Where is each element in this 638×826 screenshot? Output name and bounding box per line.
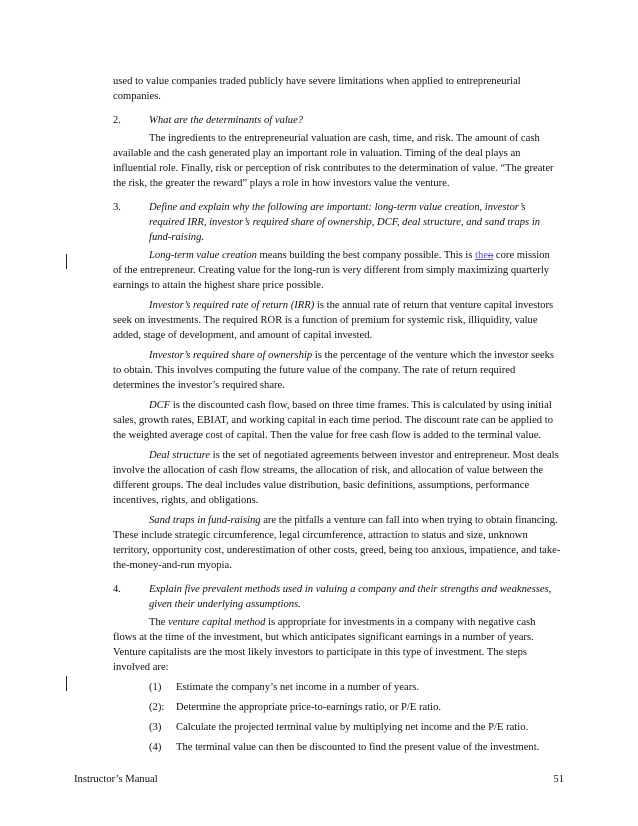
- step-text: Determine the appropriate price-to-earnings ratio, or P/E ratio.: [176, 702, 442, 713]
- change-bar: [66, 676, 67, 691]
- page-number: 51: [553, 774, 564, 785]
- term: venture capital method: [168, 617, 266, 628]
- term: DCF: [149, 400, 171, 411]
- question-text: Define and explain why the following are important: long-term value creation, investor’s required IRR, investor’s required share of ownership, DCF, deal structure, and sand traps in fund-raising.: [149, 202, 541, 243]
- step-text: Estimate the company’s net income in a number of years.: [176, 682, 419, 693]
- step-number: (4): [149, 742, 162, 753]
- paragraph-text: is appropriate for investments in a company with negative cash flows at the time of the investment, but which anticipates significant earnings in a number of years. Venture capitalists are the most likely investors to participate in this type of investment. The steps involved are:: [113, 617, 536, 673]
- tracked-change: [475, 250, 493, 261]
- answer-paragraph: The ingredients to the entrepreneurial valuation are cash, time, and risk. The amount of cash available and the cash generated play an important role in valuation. Timing of the deal plays an influential role. Finally, risk or perception of risk contributes to the determination of value. “The greater the risk, the greater the reward” plays a role in how investors value the venture.: [113, 133, 554, 189]
- step-text: The terminal value can then be discounted to find the present value of the investment.: [176, 742, 540, 753]
- question-3: [113, 200, 561, 245]
- answer-paragraph: [113, 398, 561, 443]
- paragraph-text: is the set of negotiated agreements between investor and entrepreneur. Most deals involve the allocation of cash flow streams, the allocation of risk, and allocation of value between the different groups. The deal includes value distribution, basic definitions, assumptions, performance incentives, rights, and obligations.: [113, 450, 559, 506]
- list-item: [149, 680, 561, 695]
- question-text: What are the determinants of value?: [149, 115, 304, 126]
- question-2: [113, 113, 561, 128]
- footer-title: Instructor’s Manual: [74, 774, 158, 785]
- paragraph-text: The: [149, 617, 169, 628]
- inserted-text: the: [475, 250, 488, 261]
- question-4: [113, 582, 561, 612]
- answer-paragraph: [113, 248, 561, 293]
- step-number: (2):: [149, 702, 165, 713]
- list-item: [149, 700, 561, 715]
- question-number: 4.: [113, 584, 121, 595]
- answer-paragraph: [113, 513, 561, 573]
- steps-list: [149, 680, 561, 755]
- question-number: 3.: [113, 202, 121, 213]
- term: Deal structure: [149, 450, 211, 461]
- term: Investor’s required share of ownership: [149, 350, 313, 361]
- answer-paragraph: [113, 298, 561, 343]
- list-item: [149, 720, 561, 735]
- list-item: [149, 740, 561, 755]
- change-bar: [66, 254, 67, 269]
- step-number: (3): [149, 722, 162, 733]
- answer-paragraph: [113, 348, 561, 393]
- deleted-text: o: [487, 250, 494, 261]
- paragraph-text: is the discounted cash flow, based on three time frames. This is calculated by using initial sales, growth rates, EBIAT, and working capital in each time period. The discount rate can be applied to the weighted average cost of capital. Then the value for free cash flow is added to the terminal value.: [113, 400, 553, 441]
- paragraph-text: core mission of the entrepreneur. Creating value for the long-run is very different from simply maximizing quarterly earnings to attain the highest share price possible.: [113, 250, 550, 291]
- page-footer: [74, 772, 564, 787]
- question-number: 2.: [113, 115, 121, 126]
- step-number: (1): [149, 682, 162, 693]
- paragraph-text: means building the best company possible. This is: [256, 250, 476, 261]
- question-text: Explain five prevalent methods used in valuing a company and their strengths and weaknesses, given their underlying assumptions.: [149, 584, 552, 610]
- answer-paragraph: [113, 615, 561, 675]
- intro-paragraph: used to value companies traded publicly have severe limitations when applied to entrepreneurial companies.: [113, 76, 521, 102]
- term: Investor’s required rate of return (IRR): [149, 300, 315, 311]
- step-text: Calculate the projected terminal value by multiplying net income and the P/E ratio.: [176, 722, 529, 733]
- paragraph-text: is the annual rate of return that venture capital investors seek on investments. The required ROR is a function of premium for systemic risk, illiquidity, value added, stage of development, and amount of capital invested.: [113, 300, 554, 341]
- term: Long-term value creation: [149, 250, 257, 261]
- answer-paragraph: [113, 448, 561, 508]
- term: Sand traps in fund-raising: [149, 515, 261, 526]
- paragraph-text: is the percentage of the venture which the investor seeks to obtain. This involves computing the future value of the company. The rate of return required determines the investor’s required share.: [113, 350, 555, 391]
- paragraph-text: are the pitfalls a venture can fall into when trying to obtain financing. These include strategic circumference, legal circumference, attraction to status and size, unknown territory, opportunity cost, underestimation of other costs, greed, being too anxious, impatience, and take-the-money-and-run myopia.: [113, 515, 561, 571]
- page-body: [113, 74, 561, 760]
